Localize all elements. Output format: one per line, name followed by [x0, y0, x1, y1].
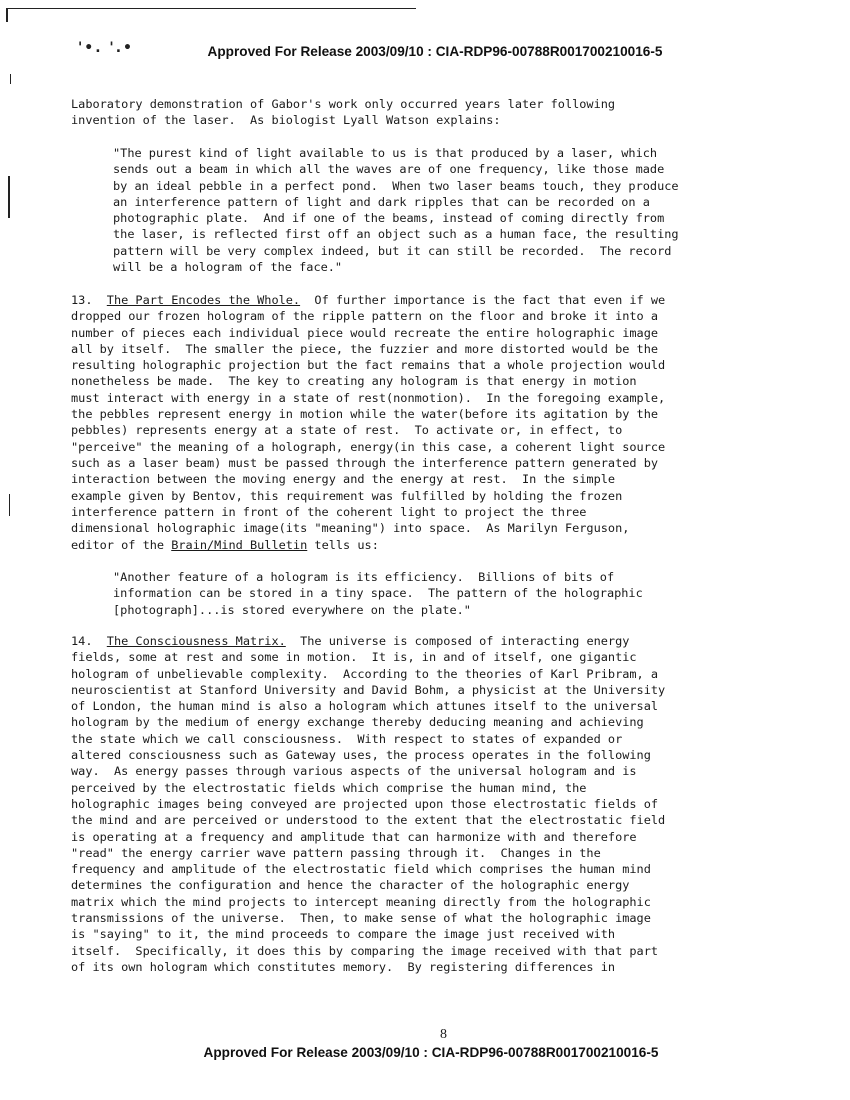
section-14-number: 14.	[71, 634, 107, 648]
section-14-body: fields, some at rest and some in motion. It is, in and of itself, one gigantic hologram of unbelievable complexity. According to the theories of Karl Pribram, a neuroscientist at Stanford University and David Bohm, a physicist at the University of London, the human mind is also a hologram which attunes itself to the universal hologram by the medium of energy exchange thereby deducing meaning and achieving the state which we call consciousness. With respect to states of expanded or altered consciousness such as Gateway uses, the process operates in the following way. As energy passes through various aspects of the universal hologram and is perceived by the electrostatic fields which comprise the human mind, the holographic images being conveyed are projected upon those electrostatic fields of the mind and are perceived or understood to the extent that the electrostatic field is operating at a frequency and amplitude that can harmonize with and therefore "read" the energy carrier wave pattern passing through it. Changes in the frequency and amplitude of the electrostatic field which comprises the human mind determines the configuration and hence the character of the holographic energy matrix which the mind projects to intercept meaning directly from the holographic transmissions of the universe. Then, to make sense of what the holographic image is "saying" to it, the mind proceeds to compare the image just received with itself. Specifically, it does this by comparing the image received with that part of its own hologram which constitutes memory. By registering differences in	[71, 650, 666, 974]
scan-margin-mark	[10, 74, 11, 84]
section-13-title: The Part Encodes the Whole.	[106, 293, 301, 307]
brain-mind-bulletin-title: Brain/Mind Bulletin	[171, 537, 308, 552]
ferguson-quote: "Another feature of a hologram is its efficiency. Billions of bits of information can be stored in a tiny space. The pattern of the holographic [photograph]...is stored everywhere on the plate."	[113, 570, 643, 617]
section-13-heading-line	[71, 292, 791, 308]
section-13-number: 13.	[71, 293, 107, 307]
section-13-last-pre: editor of the	[71, 537, 172, 552]
scan-corner-mark	[6, 8, 8, 22]
section-14-heading-line	[71, 633, 791, 649]
section-13-first-line: Of further importance is the fact that even if we	[300, 293, 666, 307]
page-number: 8	[440, 1027, 447, 1042]
section-13-body: dropped our frozen hologram of the ripple pattern on the floor and broke it into a number of pieces each individual piece would recreate the entire holographic image all by itself. The smaller the piece, the fuzzier and more distorted would be the resulting holographic projection but the fact remains that a whole projection would nonetheless be made. The key to creating any hologram is that energy in motion must interact with energy in a state of rest(nonmotion). In the foregoing example, the pebbles represent energy in motion while the water(before its agitation by the pebbles) represents energy at a state of rest. To activate or, in effect, to "perceive" the meaning of a holograph, energy(in this case, a coherent light source such as a laser beam) must be passed through the interference pattern generated by interaction between the moving energy and the energy at rest. In the simple example given by Bentov, this requirement was fulfilled by holding the frozen interference pattern in front of the coherent light to project the three dimensional holographic image(its "meaning") into space. As Marilyn Ferguson,	[71, 309, 666, 536]
scan-border-line	[6, 8, 416, 9]
section-14-first-line: The universe is composed of interacting energy	[285, 634, 630, 648]
release-stamp-top: Approved For Release 2003/09/10 : CIA-RDP96-00788R001700210016-5	[207, 44, 663, 59]
section-14-title: The Consciousness Matrix.	[106, 634, 286, 648]
release-stamp-bottom: Approved For Release 2003/09/10 : CIA-RDP96-00788R001700210016-5	[203, 1045, 659, 1060]
section-13-last-line	[71, 537, 791, 553]
intro-paragraph: Laboratory demonstration of Gabor's work only occurred years later following invention of the laser. As biologist Lyall Watson explains:	[71, 97, 616, 128]
scan-margin-mark	[8, 176, 10, 218]
scan-margin-mark	[9, 494, 10, 516]
section-13-last-post: tells us:	[307, 537, 379, 552]
watson-quote: "The purest kind of light available to us is that produced by a laser, which sends out a beam in which all the waves are of one frequency, like those made by an ideal pebble in a perfect pond. When two laser beams touch, they produce an interference pattern of light and dark ripples that can be recorded on a photographic plate. And if one of the beams, instead of coming directly from the laser, is reflected first off an object such as a human face, the resulting pattern will be very complex indeed, but it can still be recorded. The record will be a hologram of the face."	[113, 146, 679, 275]
scan-specks: '•. '.•	[78, 40, 134, 56]
